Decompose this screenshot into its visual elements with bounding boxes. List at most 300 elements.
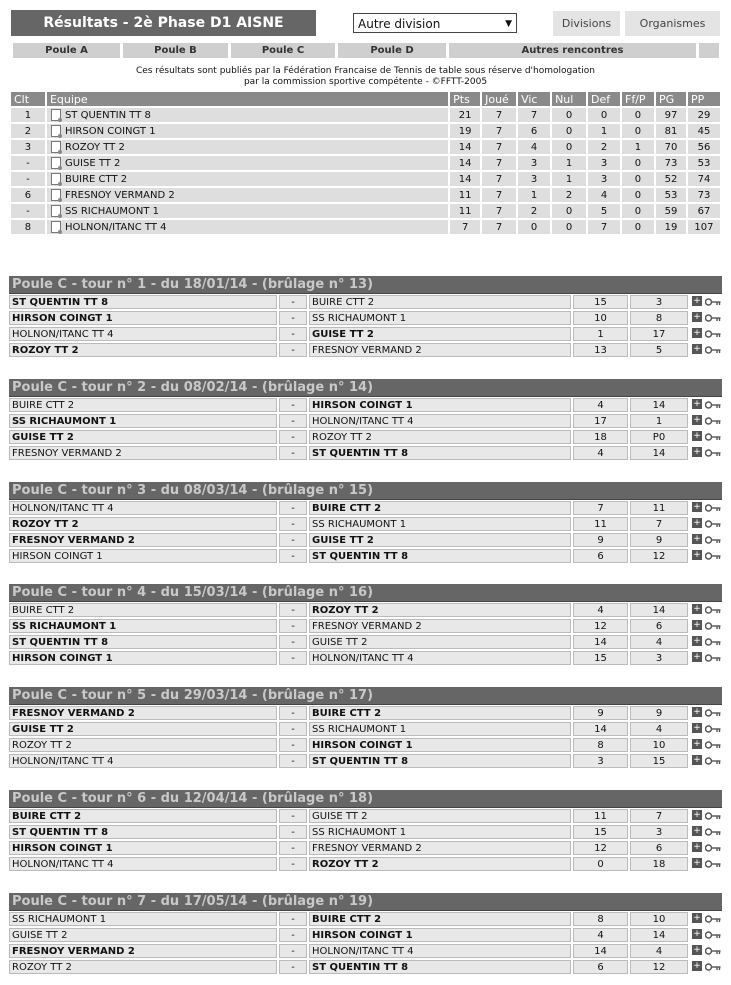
key-icon[interactable]	[705, 931, 721, 939]
away-team: BUIRE CTT 2	[309, 912, 571, 926]
round-title: Poule C - tour n° 4 - du 15/03/14 - (brûlage n° 16)	[9, 584, 722, 602]
away-score: P0	[630, 430, 688, 444]
match-actions	[690, 841, 722, 855]
match-actions	[690, 295, 722, 309]
tab-autres-rencontres[interactable]: Autres rencontres	[449, 43, 696, 58]
away-team: BUIRE CTT 2	[309, 501, 571, 515]
away-score: 7	[630, 809, 688, 823]
key-icon[interactable]	[705, 346, 721, 354]
home-score: 14	[573, 722, 628, 736]
away-score: 8	[630, 311, 688, 325]
round-title: Poule C - tour n° 5 - du 29/03/14 - (brûlage n° 17)	[9, 687, 722, 705]
team-name[interactable]: SS RICHAUMONT 1	[64, 206, 160, 217]
away-team: GUISE TT 2	[309, 533, 571, 547]
disclaimer	[0, 66, 731, 88]
standings-cell-pp: 53	[688, 156, 720, 170]
match-row	[9, 856, 722, 872]
round-title: Poule C - tour n° 3 - du 08/03/14 - (brûlage n° 15)	[9, 482, 722, 500]
standings-cell-joue: 7	[482, 220, 516, 234]
tab-poule-d[interactable]: Poule D	[338, 43, 446, 58]
home-score: 15	[573, 651, 628, 665]
tab-extra	[699, 43, 719, 58]
round-title: Poule C - tour n° 7 - du 17/05/14 - (brûlage n° 19)	[9, 893, 722, 911]
standings-cell-pp: 45	[688, 124, 720, 138]
home-team: FRESNOY VERMAND 2	[9, 533, 277, 547]
standings-row	[11, 172, 720, 186]
standings-cell-ffp: 0	[622, 188, 654, 202]
plus-box-icon[interactable]: +	[693, 858, 701, 868]
match-row	[9, 445, 722, 461]
team-sheet-icon[interactable]	[51, 141, 61, 153]
away-score: 1	[630, 414, 688, 428]
key-icon[interactable]	[705, 709, 721, 717]
home-score: 8	[573, 912, 628, 926]
round-section	[9, 584, 722, 666]
home-team: GUISE TT 2	[9, 722, 277, 736]
team-sheet-icon[interactable]	[51, 109, 61, 121]
home-score: 6	[573, 960, 628, 974]
match-actions	[690, 944, 722, 958]
col-header-def: Def	[588, 92, 620, 106]
standings-cell-pp: 73	[688, 188, 720, 202]
col-header-pg: PG	[656, 92, 686, 106]
key-icon[interactable]	[705, 915, 721, 923]
standings-cell-team[interactable]	[47, 188, 448, 202]
home-team: HOLNON/ITANC TT 4	[9, 857, 277, 871]
standings-cell-pg: 52	[656, 172, 686, 186]
versus-separator: -	[279, 533, 307, 547]
standings-cell-def: 4	[588, 188, 620, 202]
standings-cell-def: 3	[588, 172, 620, 186]
col-header-joue: Joué	[482, 92, 516, 106]
standings-row	[11, 204, 720, 218]
standings-table	[9, 90, 722, 236]
standings-cell-rank: 2	[11, 124, 45, 138]
home-team: GUISE TT 2	[9, 928, 277, 942]
standings-cell-def: 1	[588, 124, 620, 138]
standings-cell-team[interactable]	[47, 108, 448, 122]
match-actions	[690, 414, 722, 428]
standings-cell-pts: 14	[450, 140, 480, 154]
match-actions	[690, 311, 722, 325]
chevron-down-icon: ▼	[505, 19, 512, 29]
home-score: 11	[573, 517, 628, 531]
division-select[interactable]	[353, 13, 517, 33]
away-team: SS RICHAUMONT 1	[309, 311, 571, 325]
match-actions	[690, 549, 722, 563]
away-team: SS RICHAUMONT 1	[309, 825, 571, 839]
key-icon[interactable]	[705, 504, 721, 512]
away-score: 5	[630, 343, 688, 357]
home-team: BUIRE CTT 2	[9, 603, 277, 617]
versus-separator: -	[279, 857, 307, 871]
away-score: 12	[630, 960, 688, 974]
standings-cell-vic: 3	[518, 172, 550, 186]
tab-poule-a[interactable]: Poule A	[13, 43, 120, 58]
match-actions	[690, 446, 722, 460]
plus-box-icon[interactable]: +	[693, 502, 701, 512]
key-icon[interactable]	[705, 757, 721, 765]
key-icon[interactable]	[705, 844, 721, 852]
standings-cell-pp: 56	[688, 140, 720, 154]
standings-cell-team[interactable]	[47, 204, 448, 218]
away-score: 4	[630, 635, 688, 649]
versus-separator: -	[279, 825, 307, 839]
plus-box-icon[interactable]: +	[693, 431, 701, 441]
disclaimer-line-1: Ces résultats sont publiés par la Fédération Francaise de Tennis de table sous réserve d'homologation	[135, 66, 595, 76]
key-icon[interactable]	[705, 741, 721, 749]
plus-box-icon[interactable]: +	[693, 447, 701, 457]
versus-separator: -	[279, 517, 307, 531]
home-score: 14	[573, 635, 628, 649]
team-name[interactable]: ROZOY TT 2	[64, 142, 125, 153]
home-team: ROZOY TT 2	[9, 738, 277, 752]
standings-cell-joue: 7	[482, 108, 516, 122]
standings-cell-vic: 6	[518, 124, 550, 138]
standings-row	[11, 156, 720, 170]
home-team: HOLNON/ITANC TT 4	[9, 501, 277, 515]
key-icon[interactable]	[705, 638, 721, 646]
match-row	[9, 808, 722, 824]
plus-box-icon[interactable]: +	[693, 399, 701, 409]
standings-cell-vic: 7	[518, 108, 550, 122]
standings-cell-vic: 2	[518, 204, 550, 218]
key-icon[interactable]	[705, 947, 721, 955]
key-icon[interactable]	[705, 860, 721, 868]
away-score: 6	[630, 619, 688, 633]
match-actions	[690, 738, 722, 752]
team-name[interactable]: HOLNON/ITANC TT 4	[64, 222, 167, 233]
versus-separator: -	[279, 295, 307, 309]
away-team: ROZOY TT 2	[309, 603, 571, 617]
match-row	[9, 294, 722, 310]
away-team: HIRSON COINGT 1	[309, 928, 571, 942]
versus-separator: -	[279, 327, 307, 341]
versus-separator: -	[279, 960, 307, 974]
standings-cell-def: 2	[588, 140, 620, 154]
plus-box-icon[interactable]: +	[693, 312, 701, 322]
plus-box-icon[interactable]: +	[693, 415, 701, 425]
away-team: GUISE TT 2	[309, 635, 571, 649]
match-actions	[690, 517, 722, 531]
away-score: 7	[630, 517, 688, 531]
away-team: ROZOY TT 2	[309, 857, 571, 871]
plus-box-icon[interactable]: +	[693, 739, 701, 749]
standings-cell-def: 3	[588, 156, 620, 170]
home-score: 17	[573, 414, 628, 428]
away-team: HIRSON COINGT 1	[309, 738, 571, 752]
team-sheet-icon[interactable]	[51, 205, 61, 217]
home-score: 12	[573, 619, 628, 633]
home-team: ROZOY TT 2	[9, 960, 277, 974]
standings-row	[11, 124, 720, 138]
key-icon[interactable]	[705, 536, 721, 544]
match-actions	[690, 706, 722, 720]
tab-poule-c[interactable]: Poule C	[231, 43, 335, 58]
match-actions	[690, 960, 722, 974]
team-sheet-icon[interactable]	[51, 173, 61, 185]
standings-cell-joue: 7	[482, 124, 516, 138]
home-team: HIRSON COINGT 1	[9, 841, 277, 855]
away-team: GUISE TT 2	[309, 809, 571, 823]
away-score: 9	[630, 706, 688, 720]
plus-box-icon[interactable]: +	[693, 755, 701, 765]
standings-cell-pp: 74	[688, 172, 720, 186]
standings-cell-nul: 0	[552, 124, 586, 138]
key-icon[interactable]	[705, 828, 721, 836]
key-icon[interactable]	[705, 401, 721, 409]
versus-separator: -	[279, 398, 307, 412]
plus-box-icon[interactable]: +	[693, 604, 701, 614]
home-score: 13	[573, 343, 628, 357]
tab-poule-b[interactable]: Poule B	[123, 43, 228, 58]
plus-box-icon[interactable]: +	[693, 945, 701, 955]
home-team: BUIRE CTT 2	[9, 398, 277, 412]
home-score: 3	[573, 754, 628, 768]
match-row	[9, 413, 722, 429]
key-icon[interactable]	[705, 417, 721, 425]
team-name[interactable]: GUISE TT 2	[64, 158, 121, 169]
match-actions	[690, 619, 722, 633]
away-score: 12	[630, 549, 688, 563]
home-score: 18	[573, 430, 628, 444]
away-team: BUIRE CTT 2	[309, 706, 571, 720]
standings-cell-team[interactable]	[47, 140, 448, 154]
plus-box-icon[interactable]: +	[693, 296, 701, 306]
versus-separator: -	[279, 809, 307, 823]
key-icon[interactable]	[705, 622, 721, 630]
standings-cell-pg: 97	[656, 108, 686, 122]
home-team: ST QUENTIN TT 8	[9, 825, 277, 839]
standings-cell-pg: 19	[656, 220, 686, 234]
standings-cell-pts: 14	[450, 172, 480, 186]
key-icon[interactable]	[705, 520, 721, 528]
home-score: 15	[573, 825, 628, 839]
match-row	[9, 824, 722, 840]
plus-box-icon[interactable]: +	[693, 550, 701, 560]
plus-box-icon[interactable]: +	[693, 344, 701, 354]
versus-separator: -	[279, 603, 307, 617]
divisions-button[interactable]: Divisions	[553, 11, 620, 36]
home-team: HOLNON/ITANC TT 4	[9, 327, 277, 341]
standings-cell-pg: 73	[656, 156, 686, 170]
round-section	[9, 687, 722, 769]
match-actions	[690, 533, 722, 547]
key-icon[interactable]	[705, 963, 721, 971]
standings-cell-pg: 59	[656, 204, 686, 218]
team-sheet-icon[interactable]	[51, 221, 61, 233]
away-score: 10	[630, 738, 688, 752]
away-score: 15	[630, 754, 688, 768]
home-team: GUISE TT 2	[9, 430, 277, 444]
match-actions	[690, 928, 722, 942]
plus-box-icon[interactable]: +	[693, 826, 701, 836]
plus-box-icon[interactable]: +	[693, 636, 701, 646]
standings-cell-ffp: 0	[622, 220, 654, 234]
home-score: 9	[573, 533, 628, 547]
plus-box-icon[interactable]: +	[693, 961, 701, 971]
away-score: 14	[630, 928, 688, 942]
away-team: ST QUENTIN TT 8	[309, 446, 571, 460]
standings-cell-pg: 53	[656, 188, 686, 202]
away-team: SS RICHAUMONT 1	[309, 517, 571, 531]
away-score: 6	[630, 841, 688, 855]
standings-header-row	[11, 92, 720, 106]
plus-box-icon[interactable]: +	[693, 620, 701, 630]
away-team: ST QUENTIN TT 8	[309, 960, 571, 974]
plus-box-icon[interactable]: +	[693, 913, 701, 923]
key-icon[interactable]	[705, 654, 721, 662]
away-team: FRESNOY VERMAND 2	[309, 841, 571, 855]
away-score: 11	[630, 501, 688, 515]
standings-cell-ffp: 1	[622, 140, 654, 154]
match-row	[9, 310, 722, 326]
match-actions	[690, 857, 722, 871]
match-row	[9, 840, 722, 856]
standings-cell-ffp: 0	[622, 108, 654, 122]
standings-cell-nul: 0	[552, 220, 586, 234]
versus-separator: -	[279, 619, 307, 633]
away-team: HOLNON/ITANC TT 4	[309, 944, 571, 958]
key-icon[interactable]	[705, 330, 721, 338]
standings-cell-ffp: 0	[622, 156, 654, 170]
match-row	[9, 397, 722, 413]
standings-row	[11, 140, 720, 154]
match-row	[9, 618, 722, 634]
team-name[interactable]: HIRSON COINGT 1	[64, 126, 156, 137]
standings-cell-rank: 3	[11, 140, 45, 154]
col-header-ffp: Ff/P	[622, 92, 654, 106]
home-team: FRESNOY VERMAND 2	[9, 944, 277, 958]
away-score: 14	[630, 446, 688, 460]
away-score: 9	[630, 533, 688, 547]
versus-separator: -	[279, 343, 307, 357]
match-row	[9, 705, 722, 721]
key-icon[interactable]	[705, 314, 721, 322]
away-team: FRESNOY VERMAND 2	[309, 619, 571, 633]
plus-box-icon[interactable]: +	[693, 518, 701, 528]
team-name[interactable]: BUIRE CTT 2	[64, 174, 128, 185]
standings-cell-team[interactable]	[47, 124, 448, 138]
key-icon[interactable]	[705, 606, 721, 614]
versus-separator: -	[279, 651, 307, 665]
standings-cell-vic: 4	[518, 140, 550, 154]
standings-cell-pts: 11	[450, 204, 480, 218]
away-score: 3	[630, 651, 688, 665]
standings-row	[11, 220, 720, 234]
versus-separator: -	[279, 841, 307, 855]
versus-separator: -	[279, 501, 307, 515]
home-team: BUIRE CTT 2	[9, 809, 277, 823]
page-title: Résultats - 2è Phase D1 AISNE	[11, 10, 316, 36]
match-actions	[690, 501, 722, 515]
plus-box-icon[interactable]: +	[693, 723, 701, 733]
match-actions	[690, 603, 722, 617]
key-icon[interactable]	[705, 552, 721, 560]
match-actions	[690, 635, 722, 649]
key-icon[interactable]	[705, 449, 721, 457]
round-section	[9, 482, 722, 564]
standings-row	[11, 188, 720, 202]
standings-cell-team[interactable]	[47, 156, 448, 170]
team-sheet-icon[interactable]	[51, 125, 61, 137]
versus-separator: -	[279, 549, 307, 563]
standings-cell-ffp: 0	[622, 172, 654, 186]
standings-cell-ffp: 0	[622, 124, 654, 138]
standings-cell-pts: 14	[450, 156, 480, 170]
match-actions	[690, 398, 722, 412]
team-name[interactable]: FRESNOY VERMAND 2	[64, 190, 175, 201]
match-row	[9, 532, 722, 548]
plus-box-icon[interactable]: +	[693, 328, 701, 338]
home-score: 4	[573, 928, 628, 942]
plus-box-icon[interactable]: +	[693, 810, 701, 820]
standings-cell-joue: 7	[482, 204, 516, 218]
standings-cell-joue: 7	[482, 140, 516, 154]
match-row	[9, 429, 722, 445]
home-score: 9	[573, 706, 628, 720]
home-team: SS RICHAUMONT 1	[9, 414, 277, 428]
key-icon[interactable]	[705, 298, 721, 306]
versus-separator: -	[279, 912, 307, 926]
plus-box-icon[interactable]: +	[693, 707, 701, 717]
plus-box-icon[interactable]: +	[693, 652, 701, 662]
home-team: HIRSON COINGT 1	[9, 549, 277, 563]
division-select-value: Autre division	[358, 17, 441, 31]
away-team: ST QUENTIN TT 8	[309, 754, 571, 768]
team-sheet-icon[interactable]	[51, 189, 61, 201]
home-team: ST QUENTIN TT 8	[9, 295, 277, 309]
match-row	[9, 516, 722, 532]
versus-separator: -	[279, 754, 307, 768]
team-name[interactable]: ST QUENTIN TT 8	[64, 110, 151, 121]
match-row	[9, 943, 722, 959]
round-section	[9, 790, 722, 872]
match-row	[9, 342, 722, 358]
key-icon[interactable]	[705, 812, 721, 820]
col-header-pts: Pts	[450, 92, 480, 106]
home-team: HIRSON COINGT 1	[9, 651, 277, 665]
home-score: 12	[573, 841, 628, 855]
match-actions	[690, 809, 722, 823]
standings-cell-rank: -	[11, 156, 45, 170]
away-team: ROZOY TT 2	[309, 430, 571, 444]
key-icon[interactable]	[705, 725, 721, 733]
home-score: 0	[573, 857, 628, 871]
standings-cell-rank: 8	[11, 220, 45, 234]
organismes-button[interactable]: Organismes	[625, 11, 720, 36]
plus-box-icon[interactable]: +	[693, 929, 701, 939]
match-actions	[690, 430, 722, 444]
match-row	[9, 959, 722, 975]
home-score: 7	[573, 501, 628, 515]
key-icon[interactable]	[705, 433, 721, 441]
plus-box-icon[interactable]: +	[693, 842, 701, 852]
standings-cell-team[interactable]	[47, 172, 448, 186]
match-actions	[690, 651, 722, 665]
away-team: HOLNON/ITANC TT 4	[309, 651, 571, 665]
team-sheet-icon[interactable]	[51, 157, 61, 169]
away-team: GUISE TT 2	[309, 327, 571, 341]
home-team: SS RICHAUMONT 1	[9, 619, 277, 633]
plus-box-icon[interactable]: +	[693, 534, 701, 544]
round-section	[9, 379, 722, 461]
standings-cell-pts: 21	[450, 108, 480, 122]
standings-cell-pg: 70	[656, 140, 686, 154]
match-row	[9, 548, 722, 564]
home-team: ROZOY TT 2	[9, 343, 277, 357]
standings-cell-team[interactable]	[47, 220, 448, 234]
